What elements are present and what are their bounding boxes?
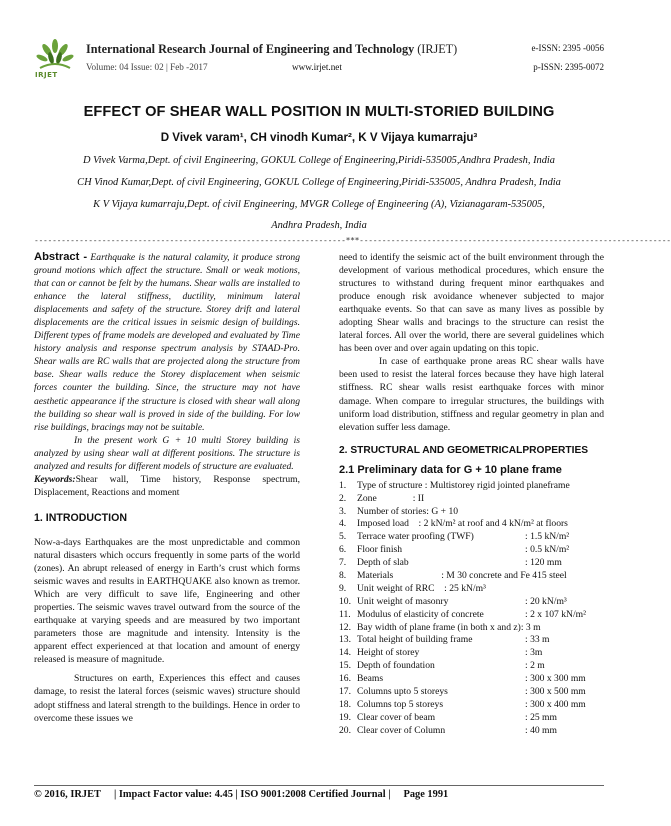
section-2-heading: 2. STRUCTURAL AND GEOMETRICALPROPERTIES xyxy=(339,444,589,456)
list-item xyxy=(339,608,604,621)
journal-abbr: (IRJET) xyxy=(417,42,458,56)
list-item-value: : 25 mm xyxy=(525,711,557,723)
list-item-value: : 0.5 kN/m² xyxy=(525,544,570,556)
list-item-number: 14. xyxy=(339,647,351,659)
list-item-label: Imposed load : 2 kN/m² at roof and 4 kN/m² at floors xyxy=(357,518,568,530)
list-item-label: Columns upto 5 storeys xyxy=(357,686,448,697)
list-item-label: Floor finish xyxy=(357,544,403,556)
list-item-number: 16. xyxy=(339,673,351,685)
left-column xyxy=(34,251,300,725)
list-item-value: : 1.5 kN/m² xyxy=(525,531,570,543)
logo-text: IRJET xyxy=(35,71,58,79)
list-item xyxy=(339,621,604,634)
list-item xyxy=(339,724,604,737)
list-item xyxy=(339,556,604,569)
list-item xyxy=(339,711,604,724)
abstract xyxy=(34,251,300,434)
list-item-label: Beams xyxy=(357,673,384,685)
list-item-number: 8. xyxy=(339,569,347,581)
journal-title xyxy=(86,42,457,57)
list-item-value: : 300 x 300 mm xyxy=(525,673,586,685)
list-item-label: Depth of foundation xyxy=(357,660,435,672)
list-item xyxy=(339,698,604,711)
list-item-number: 18. xyxy=(339,698,351,710)
affiliation-3: K V Vijaya kumarraju,Dept. of civil Engineering, MVGR College of Engineering (A), Vizianagaram-535005, xyxy=(93,199,545,210)
list-item xyxy=(339,492,604,505)
header-separator: ---------------------------------------------------------------------***--------------------------------------------------------------------- xyxy=(34,236,671,245)
list-item-number: 13. xyxy=(339,634,351,646)
list-item-number: 17. xyxy=(339,686,351,697)
abstract-text-2: In the present work G + 10 multi Storey building is analyzed by using shear wall at different positions. The structure is analyzed and results for different models of structure are evaluated. xyxy=(34,434,300,472)
keywords-label: Keywords: xyxy=(34,473,76,485)
list-item-number: 19. xyxy=(339,711,351,723)
list-item-number: 5. xyxy=(339,531,347,543)
list-item-number: 1. xyxy=(339,479,347,491)
list-item xyxy=(339,685,604,698)
list-item-label: Clear cover of Column xyxy=(357,724,446,736)
intro-heading: 1. INTRODUCTION xyxy=(34,511,127,524)
page-footer xyxy=(34,789,448,800)
list-item-number: 6. xyxy=(339,544,347,556)
list-item-label: Number of stories: G + 10 xyxy=(357,505,459,517)
footer-page: Page 1991 xyxy=(403,789,449,800)
list-item-number: 7. xyxy=(339,557,347,569)
list-item-value: : 40 mm xyxy=(525,724,557,736)
list-item-number: 2. xyxy=(339,492,347,504)
list-item-value: : 33 m xyxy=(525,634,550,646)
list-item-label: Clear cover of beam xyxy=(357,711,436,723)
list-item-label: Type of structure : Multistorey rigid jointed planeframe xyxy=(357,479,570,491)
list-item xyxy=(339,595,604,608)
intro-paragraph-4: In case of earthquake prone areas RC shear walls have been used to resist the lateral forces because they have high lateral stiffness. RC shear walls resist earthquake forces with minor damage. When compare to irregular structures, the buildings with uniform load distribution, stiffness and regular geometry in plan and elevation suffer less damage. xyxy=(339,356,604,433)
list-item-label: Depth of slab xyxy=(357,557,409,569)
affiliation-1: D Vivek Varma,Dept. of civil Engineering, GOKUL College of Engineering,Piridi-535005,Andhra Pradesh, India xyxy=(82,155,556,166)
list-item-number: 12. xyxy=(339,621,351,633)
list-item-label: Zone : II xyxy=(357,492,425,504)
intro-paragraph-2: Structures on earth, Experiences this effect and causes damage, to resist the lateral forces (seismic waves) structure should adopt stiffness and lateral strength to the buildings. Hence in order to overcome these issues we xyxy=(34,673,300,724)
intro-paragraph-3: need to identify the seismic act of the built environment through the development of various methodical procedures, which ensure the structures to withstand during frequent minor earthquakes and produce enough risk avoidance whenever subjected to major earthquake events. So that can save as many lives as possible by adopting Shear walls and bracings to the structure can resist the lateral forces. All over the world, there are several guidelines which has been over and over again updating on this topic. xyxy=(339,252,604,355)
pissn: p-ISSN: 2395-0072 xyxy=(533,62,604,72)
list-item xyxy=(339,517,604,530)
list-item-value: : 3m xyxy=(525,647,543,659)
list-item-number: 3. xyxy=(339,505,347,517)
list-item xyxy=(339,569,604,582)
section-2-1-heading: 2.1 Preliminary data for G + 10 plane frame xyxy=(339,463,562,476)
list-item-number: 11. xyxy=(339,608,351,620)
list-item-label: Materials : M 30 concrete and Fe 415 steel xyxy=(357,569,567,581)
footer-copyright: © 2016, IRJET xyxy=(34,789,101,800)
footer-iso: ISO 9001:2008 Certified Journal | xyxy=(240,789,391,800)
preliminary-data-list xyxy=(339,479,604,737)
journal-header xyxy=(34,38,604,84)
list-item-label: Columns top 5 storeys xyxy=(357,698,444,710)
abstract-heading: Abstract - xyxy=(34,251,88,263)
list-item xyxy=(339,659,604,672)
paper-authors: D Vivek varam¹, CH vinodh Kumar², K V Vijaya kumarraju³ xyxy=(160,131,478,144)
footer-rule xyxy=(34,785,604,786)
list-item-number: 15. xyxy=(339,660,351,672)
list-item-label: Total height of building frame xyxy=(357,634,473,646)
list-item xyxy=(339,633,604,646)
keywords-text: Shear wall, Time history, Response spectrum, Displacement, Reactions and moment xyxy=(34,473,300,498)
list-item xyxy=(339,505,604,518)
volume-line: Volume: 04 Issue: 02 | Feb -2017 xyxy=(86,62,208,72)
list-item xyxy=(339,530,604,543)
list-item xyxy=(339,582,604,595)
list-item-value: : 300 x 400 mm xyxy=(525,698,586,710)
list-item-number: 9. xyxy=(339,582,347,594)
paper-title: EFFECT OF SHEAR WALL POSITION IN MULTI-STORIED BUILDING xyxy=(83,104,555,120)
list-item-value: : 300 x 500 mm xyxy=(525,686,586,697)
list-item xyxy=(339,479,604,492)
list-item-number: 20. xyxy=(339,724,351,736)
list-item-label: Modulus of elasticity of concrete xyxy=(357,608,484,620)
right-column xyxy=(339,251,604,737)
list-item xyxy=(339,543,604,556)
abstract-text: Earthquake is the natural calamity, it produce strong ground motions which affect the structure. Small or weak motions, that can or cannot be felt by the humans. Shear walls are installed to enhance the lateral stiffness, ductility, minimum lateral displacements and safety of the structure. Storey drift and lateral displacements are the critical issues in seismic design of buildings. Different types of frame models are developed and evaluated by Time history analysis and response spectrum analysis by STAAD-Pro. Shear walls are RC walls that are projected along the structure from base. Shear walls reduce the Storey displacement when seismic forces counter the building. Since, the structure may not have aesthetic appearance if the structure is closed with shear wall along the building so shear wall is proved in side of the building. For low rise buildings, bracings may not be suitable. xyxy=(34,252,301,433)
list-item-label: Bay width of plane frame (in both x and z): 3 m xyxy=(357,621,541,633)
list-item-number: 4. xyxy=(339,518,347,530)
list-item-label: Unit weight of RRC : 25 kN/m³ xyxy=(357,582,486,594)
list-item xyxy=(339,646,604,659)
list-item-value: : 2 x 107 kN/m² xyxy=(525,608,586,620)
list-item-label: Terrace water proofing (TWF) xyxy=(357,531,474,543)
irjet-logo-icon xyxy=(34,38,76,82)
list-item-label: Height of storey xyxy=(357,647,420,659)
list-item-label: Unit weight of masonry xyxy=(357,595,449,607)
affiliation-2: CH Vinod Kumar,Dept. of civil Engineering, GOKUL College of Engineering,Piridi-535005, Andhra Pradesh, India xyxy=(77,177,561,188)
list-item-value: : 20 kN/m³ xyxy=(525,595,567,607)
intro-paragraph-1: Now-a-days Earthquakes are the most unpredictable and common natural disasters which occurs frequently in some parts of the world (zones). An abrupt released of energy in Earth’s crust which forms seismic waves and results in EARTHQUAKE also known as tremor. Which are very difficult to save life, Engineering and other properties. The seismic waves travel outward from the source of the earthquake at varying speeds and are measured by two important parameters those are magnitude and intensity. Intensity is the apparent effect experienced at that location and amount of energy released is measure of magnitude. xyxy=(34,536,300,666)
footer-impact: | Impact Factor value: 4.45 | xyxy=(113,789,238,800)
keywords xyxy=(34,473,300,499)
eissn: e-ISSN: 2395 -0056 xyxy=(531,43,604,53)
journal-title-text: International Research Journal of Engineering and Technology xyxy=(86,42,415,56)
list-item-value: : 120 mm xyxy=(525,557,562,569)
list-item-value: : 2 m xyxy=(525,660,545,672)
affiliation-4: Andhra Pradesh, India xyxy=(271,220,367,231)
list-item xyxy=(339,672,604,685)
list-item-number: 10. xyxy=(339,595,351,607)
website-link[interactable]: www.irjet.net xyxy=(292,62,342,72)
